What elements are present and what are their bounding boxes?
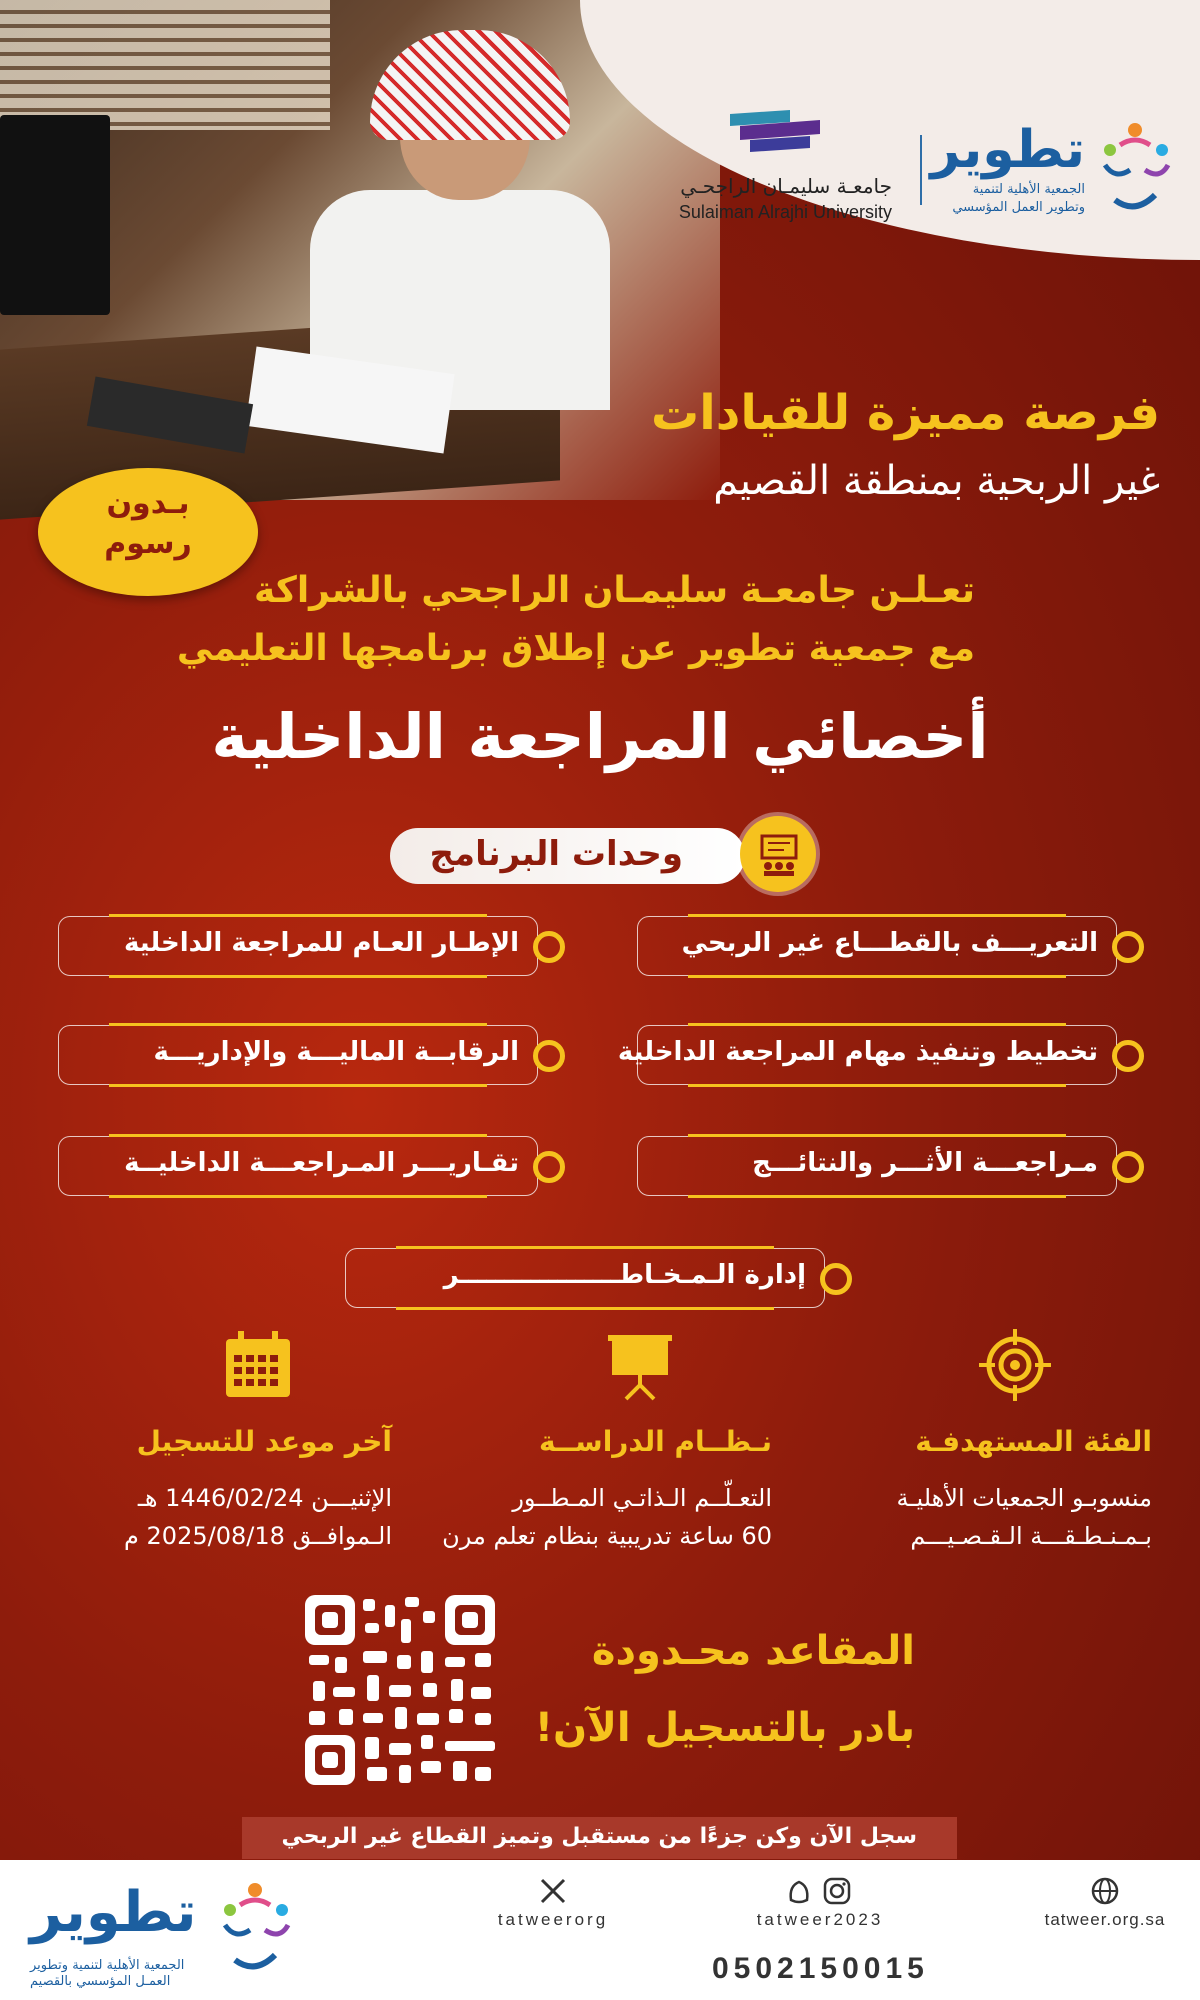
footer (0, 1860, 1200, 2000)
window-blinds (0, 0, 330, 130)
x-social[interactable] (488, 1876, 618, 1930)
module-text: تخطيط وتنفيذ مهام المراجعة الداخلية (617, 1037, 1098, 1067)
audience-line1: منسوبـو الجمعيات الأهليـة (896, 1484, 1152, 1512)
phone-number[interactable]: 0502150015 (712, 1952, 929, 1985)
insta-snap-social[interactable] (755, 1876, 885, 1930)
x-handle[interactable]: tatweerorg (497, 1910, 609, 1929)
study-line1: التعـلّــم الـذاتـي المـطــور (512, 1484, 772, 1512)
bullet-icon (533, 931, 565, 963)
module-item (58, 916, 538, 976)
tatweer-logo-sub1: الجمعية الأهلية لتنمية (972, 182, 1085, 197)
module-item (58, 1025, 538, 1085)
bullet-icon (820, 1263, 852, 1295)
cta-line1: المقاعد محـدودة (591, 1628, 915, 1674)
module-text: مـراجعـــة الأثـــر والنتائـــج (752, 1148, 1098, 1178)
university-name-ar: جامعـة سليمـان الراجحـي (680, 174, 892, 198)
globe-icon (1090, 1876, 1120, 1906)
website-text[interactable]: tatweer.org.sa (1044, 1910, 1166, 1929)
board-icon (600, 1325, 680, 1405)
announcement-line1: تعـلـن جامعـة سليمـان الراجحي بالشراكة (254, 570, 975, 611)
deadline-title: آخر موعد للتسجيل (136, 1425, 392, 1458)
module-text: تقـاريـــر المـراجعـــة الداخليــة (124, 1148, 519, 1178)
bullet-icon (1112, 931, 1144, 963)
module-text: التعريـــف بالقطـــاع غير الربحي (681, 928, 1098, 958)
instagram-snapchat-icon (785, 1876, 855, 1906)
free-badge (38, 468, 258, 596)
module-text: إدارة الـمـخـاطــــــــــــــــــر (443, 1260, 806, 1290)
headline-line1: فرصة مميزة للقيادات (651, 385, 1160, 441)
module-item (58, 1136, 538, 1196)
study-title: نـظــام الدراســة (539, 1425, 772, 1458)
bottom-banner (242, 1817, 957, 1859)
module-item (637, 1136, 1117, 1196)
module-text: الإطـار العـام للمراجعة الداخلية (123, 928, 519, 958)
website-link[interactable] (1030, 1876, 1180, 1930)
computer-monitor (0, 115, 110, 315)
presentation-icon (740, 816, 816, 892)
headline-line2: غير الربحية بمنطقة القصيم (713, 458, 1160, 504)
calendar-icon (218, 1325, 298, 1405)
bullet-icon (533, 1040, 565, 1072)
university-name-en: Sulaiman Alrajhi University (678, 202, 892, 222)
bullet-icon (1112, 1151, 1144, 1183)
logo-divider (920, 135, 922, 205)
badge-line2: رسوم (104, 526, 192, 561)
tatweer-logo-word: تطوير (930, 120, 1085, 180)
module-item (345, 1248, 825, 1308)
footer-logo-sub2: العمـل المؤسسي بالقصيم (30, 1974, 171, 1989)
tatweer-logo (930, 120, 1180, 230)
module-text: الرقابــة الماليـــة والإداريـــة (153, 1037, 519, 1067)
footer-logo-sub1: الجمعية الأهلية لتنمية وتطوير (30, 1958, 185, 1973)
audience-title: الفئة المستهدفـة (915, 1425, 1152, 1458)
cta-line2: بادر بالتسجيل الآن! (534, 1705, 915, 1751)
announcement-line2: مع جمعية تطوير عن إطلاق برنامجها التعليمي (176, 628, 975, 669)
x-icon (538, 1876, 568, 1906)
study-line2: 60 ساعة تدريبية بنظام تعلم مرن (442, 1522, 772, 1550)
deadline-line2: الـموافــق 2025/08/18 م (124, 1522, 392, 1550)
tatweer-logo-sub2: وتطوير العمل المؤسسي (952, 200, 1085, 215)
tatweer-emblem-icon (1090, 120, 1180, 220)
footer-logo (20, 1880, 310, 1990)
university-mark-icon (720, 106, 840, 154)
audience-line2: بـمـنـطـقـــة الـقـصـيـــم (910, 1522, 1152, 1550)
module-item (617, 1025, 1117, 1085)
module-item (637, 916, 1117, 976)
units-heading (390, 828, 745, 884)
target-icon (975, 1325, 1055, 1405)
deadline-line1: الإثنيـــن 1446/02/24 هـ (137, 1484, 392, 1512)
qr-code[interactable] (305, 1595, 495, 1785)
footer-logo-word: تطوير (30, 1880, 197, 1945)
units-heading-text: وحدات البرنامج (429, 834, 683, 874)
bullet-icon (1112, 1040, 1144, 1072)
footer-emblem-icon (210, 1880, 300, 1980)
banner-text: سجل الآن وكن جزءًا من مستقبل وتميز القطاع غير الربحي (281, 1824, 917, 1849)
insta-snap-handle[interactable]: tatweer2023 (756, 1910, 884, 1929)
bullet-icon (533, 1151, 565, 1183)
program-title: أخصائي المراجعة الداخلية (211, 700, 989, 773)
man-at-desk (330, 20, 590, 400)
badge-line1: بـدون (106, 486, 190, 521)
